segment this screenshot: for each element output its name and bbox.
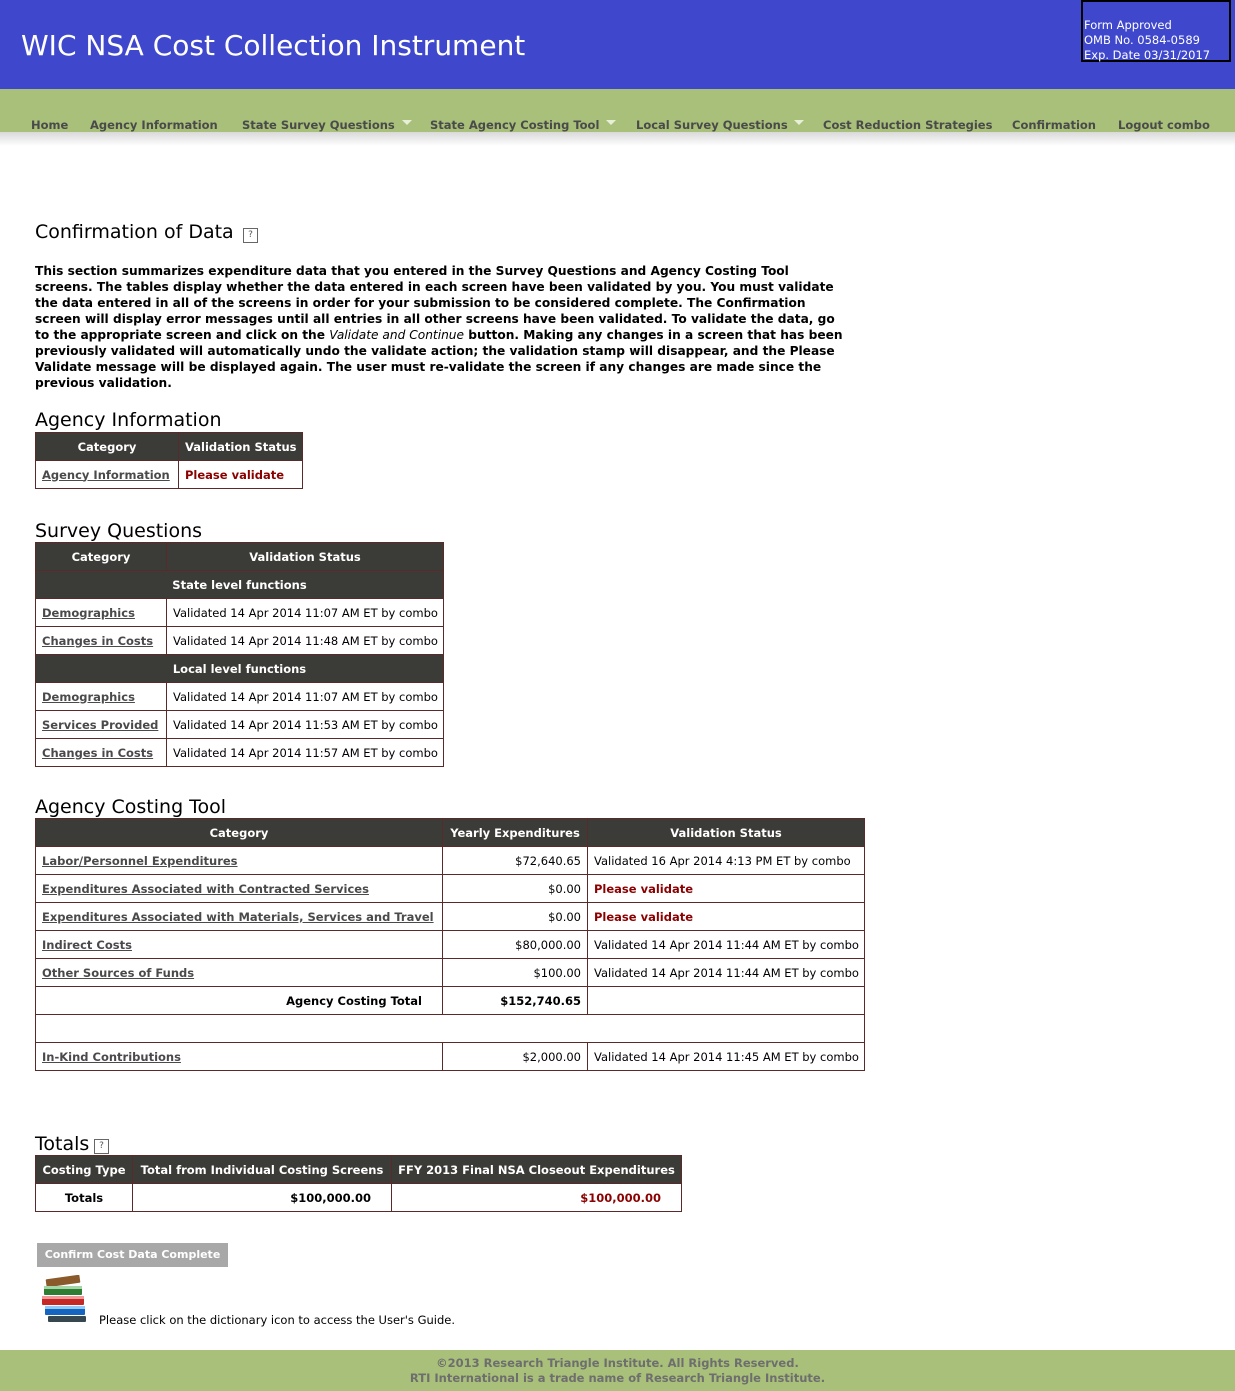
- nav-logout[interactable]: Logout combo: [1118, 118, 1210, 132]
- status-cell: Validated 14 Apr 2014 11:57 AM ET by combo: [167, 739, 444, 767]
- amount-cell: $0.00: [443, 903, 588, 931]
- amount-cell: $80,000.00: [443, 931, 588, 959]
- category-link[interactable]: Labor/Personnel Expenditures: [42, 853, 238, 868]
- table-row: [36, 959, 865, 987]
- category-link[interactable]: Services Provided: [42, 717, 159, 732]
- total-row: [36, 987, 865, 1015]
- amount-cell: $0.00: [443, 875, 588, 903]
- category-link[interactable]: Demographics: [42, 605, 135, 620]
- omb-notice: [1081, 0, 1231, 62]
- individual-total-cell: $100,000.00: [133, 1184, 392, 1212]
- status-cell: Validated 14 Apr 2014 11:07 AM ET by combo: [167, 683, 444, 711]
- column-header: Yearly Expenditures: [443, 819, 588, 847]
- user-guide-hint: Please click on the dictionary icon to access the User's Guide.: [99, 1313, 455, 1327]
- column-header: Category: [36, 433, 179, 461]
- totals-title: Totals: [35, 1133, 90, 1155]
- nav-state-survey-questions[interactable]: State Survey Questions: [242, 118, 395, 132]
- agency-info-table: [35, 432, 303, 489]
- category-link[interactable]: Demographics: [42, 689, 135, 704]
- chevron-down-icon[interactable]: [402, 120, 412, 125]
- category-cell: [36, 847, 443, 875]
- category-link[interactable]: Expenditures Associated with Contracted Services: [42, 881, 369, 896]
- main-nav: [0, 89, 1235, 132]
- survey-title: Survey Questions: [35, 520, 203, 542]
- category-cell: [36, 1043, 443, 1071]
- help-icon[interactable]: ?: [94, 1139, 109, 1154]
- status-cell: Please validate: [588, 875, 865, 903]
- app-title: WIC NSA Cost Collection Instrument: [21, 29, 526, 62]
- table-header-row: [36, 1156, 682, 1184]
- survey-table: [35, 542, 444, 767]
- table-header-row: [36, 819, 865, 847]
- empty-cell: [588, 987, 865, 1015]
- empty-cell: [36, 1015, 865, 1043]
- table-row: [36, 711, 444, 739]
- chevron-down-icon[interactable]: [606, 120, 616, 125]
- category-cell: [36, 959, 443, 987]
- column-header: Validation Status: [179, 433, 303, 461]
- nav-home[interactable]: Home: [31, 118, 69, 132]
- table-header-row: [36, 543, 444, 571]
- amount-cell: $2,000.00: [443, 1043, 588, 1071]
- total-label: Agency Costing Total: [36, 987, 443, 1015]
- nav-shadow: [0, 132, 1235, 146]
- table-row: [36, 1043, 865, 1071]
- column-header: Category: [36, 819, 443, 847]
- status-cell: Validated 14 Apr 2014 11:44 AM ET by combo: [588, 959, 865, 987]
- footer-trademark: RTI International is a trade name of Research Triangle Institute.: [409, 1371, 826, 1385]
- column-header: FFY 2013 Final NSA Closeout Expenditures: [392, 1156, 682, 1184]
- table-row: [36, 739, 444, 767]
- dictionary-icon[interactable]: [40, 1275, 92, 1323]
- column-header: Total from Individual Costing Screens: [133, 1156, 392, 1184]
- category-cell: [36, 711, 167, 739]
- amount-cell: $100.00: [443, 959, 588, 987]
- status-cell: Validated 14 Apr 2014 11:45 AM ET by combo: [588, 1043, 865, 1071]
- nav-state-agency-costing-tool[interactable]: State Agency Costing Tool: [430, 118, 600, 132]
- intro-text: [35, 263, 845, 391]
- help-icon[interactable]: ?: [243, 228, 258, 243]
- category-link[interactable]: Other Sources of Funds: [42, 965, 195, 980]
- group-header-row: [36, 655, 444, 683]
- status-cell: Please validate: [588, 903, 865, 931]
- spacer-row: [36, 1015, 865, 1043]
- table-header-row: [36, 433, 303, 461]
- table-row: [36, 599, 444, 627]
- confirm-cost-data-button[interactable]: Confirm Cost Data Complete: [37, 1243, 228, 1267]
- nav-agency-information[interactable]: Agency Information: [90, 118, 218, 132]
- column-header: Validation Status: [167, 543, 444, 571]
- category-cell: [36, 683, 167, 711]
- intro-part2: button. Making any changes in a screen that has been previously validated will automatically undo the validate action; the validation stamp will disappear, and the Please Validate message will be displayed again. The user must re-validate the screen if any changes are made since the previous validation.: [35, 328, 843, 390]
- table-row: [36, 847, 865, 875]
- category-cell: [36, 461, 179, 489]
- status-cell: Validated 14 Apr 2014 11:07 AM ET by combo: [167, 599, 444, 627]
- category-cell: [36, 599, 167, 627]
- column-header: Costing Type: [36, 1156, 133, 1184]
- page-header: [0, 0, 1235, 89]
- category-link[interactable]: Changes in Costs: [42, 633, 154, 648]
- category-link[interactable]: Expenditures Associated with Materials, Services and Travel: [42, 909, 434, 924]
- category-cell: [36, 903, 443, 931]
- totals-table: [35, 1155, 682, 1212]
- table-row: [36, 875, 865, 903]
- category-link[interactable]: Changes in Costs: [42, 745, 154, 760]
- group-header-row: [36, 571, 444, 599]
- nav-local-survey-questions[interactable]: Local Survey Questions: [636, 118, 788, 132]
- omb-line: Form Approved: [1084, 18, 1172, 32]
- page-footer: [0, 1350, 1235, 1391]
- category-link[interactable]: Indirect Costs: [42, 937, 132, 952]
- status-cell: Validated 16 Apr 2014 4:13 PM ET by combo: [588, 847, 865, 875]
- table-row: [36, 627, 444, 655]
- category-link[interactable]: In-Kind Contributions: [42, 1049, 181, 1064]
- status-cell: Validated 14 Apr 2014 11:44 AM ET by combo: [588, 931, 865, 959]
- table-row: [36, 461, 303, 489]
- footer-copyright: ©2013 Research Triangle Institute. All Rights Reserved.: [436, 1356, 799, 1370]
- category-link[interactable]: Agency Information: [42, 467, 170, 482]
- group-header-local: Local level functions: [36, 655, 444, 683]
- status-cell: Validated 14 Apr 2014 11:53 AM ET by combo: [167, 711, 444, 739]
- category-cell: [36, 931, 443, 959]
- status-cell: Please validate: [179, 461, 303, 489]
- nav-cost-reduction-strategies[interactable]: Cost Reduction Strategies: [823, 118, 993, 132]
- table-row: [36, 931, 865, 959]
- category-cell: [36, 627, 167, 655]
- column-header: Validation Status: [588, 819, 865, 847]
- total-amount: $152,740.65: [443, 987, 588, 1015]
- agency-info-title: Agency Information: [35, 409, 222, 431]
- closeout-total-cell: $100,000.00: [392, 1184, 682, 1212]
- omb-line: OMB No. 0584-0589: [1084, 33, 1200, 47]
- nav-confirmation[interactable]: Confirmation: [1012, 118, 1096, 132]
- table-row: [36, 1184, 682, 1212]
- column-header: Category: [36, 543, 167, 571]
- omb-line: Exp. Date 03/31/2017: [1084, 48, 1211, 62]
- page-title: Confirmation of Data: [35, 221, 234, 243]
- category-cell: [36, 875, 443, 903]
- intro-italic: Validate and Continue: [329, 328, 465, 342]
- costing-table: [35, 818, 865, 1071]
- status-cell: Validated 14 Apr 2014 11:48 AM ET by combo: [167, 627, 444, 655]
- category-cell: [36, 739, 167, 767]
- chevron-down-icon[interactable]: [794, 120, 804, 125]
- group-header-state: State level functions: [36, 571, 444, 599]
- table-row: [36, 683, 444, 711]
- costing-type-cell: Totals: [36, 1184, 133, 1212]
- costing-title: Agency Costing Tool: [35, 796, 227, 818]
- intro-part1: This section summarizes expenditure data that you entered in the Survey Questions and Agency Costing Tool screens. The tables display whether the data entered in each screen have been validated by you. You must validate the data entered in all of the screens in order for your submission to be considered complete. The Confirmation screen will display error messages until all entries in all other screens have been validated. To validate the data, go to the appropriate screen and click on the: [35, 264, 835, 342]
- amount-cell: $72,640.65: [443, 847, 588, 875]
- table-row: [36, 903, 865, 931]
